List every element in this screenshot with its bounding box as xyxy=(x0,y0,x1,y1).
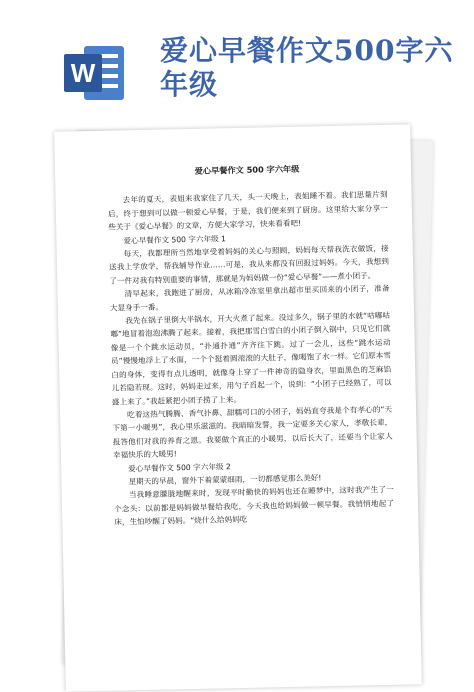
document-title: 爱心早餐作文 500 字六年级 xyxy=(194,163,300,176)
document-preview xyxy=(60,128,420,669)
paragraph: 当我睡意朦胧地醒来时，发现平时勤快的妈妈也还在睡梦中，这时我产生了一个念头：以前都是妈妈做早餐给我吃，今天我也给妈妈做一顿早餐。我悄悄地起了床，生怕吵醒了妈妈。“烧什么给妈妈吃 xyxy=(113,485,395,527)
word-document-icon xyxy=(62,40,128,106)
section-heading: 爱心早餐作文 500 字六年级 1 xyxy=(123,233,227,245)
paragraph: 清早起来，我跑进了厨房，从冰箱冷冻室里拿出超市里买回来的小团子，准备大显身手一番。 xyxy=(109,284,390,313)
paragraph: 我先在锅子里倒大半锅水，开大火煮了起来。没过多久，锅子里的水就“咕嘟咕嘟”地冒着泡泡沸腾了起来。接着，我把那雪白雪白的小团子倒入锅中，只见它们就像是一个个跳水运动员，“扑通扑通”齐齐往下跳。过了一会儿，这些“跳水运动员”慢慢地浮上了水面，一个个挺着圆滚滚的大肚子，像喝饱了水一样。它们原本雪白的身体，变得有点儿透明，就像身上穿了一件神奇的隐身衣，里面黑色的芝麻馅儿若隐若现。这时，妈妈走过来，用勺子舀起一个，说到：“小团子已经熟了，可以盛上来了。”我赶紧把小团子捞了上来。 xyxy=(110,310,392,407)
paragraph: 每天，我都理所当然地享受着妈妈的关心与照顾，妈妈每天帮我洗衣做饭，接送我上学放学，帮我辅导作业……可是，我从来都没有回报过妈妈。今天，我想到了一件对我有特别重要的事情，那就是为妈妈做一份“爱心早餐”——煮小团子。 xyxy=(108,243,390,286)
document-body xyxy=(107,161,395,529)
banner-title: 爱心早餐作文500字六年级 xyxy=(160,34,454,101)
section-heading: 爱心早餐作文 500 字六年级 2 xyxy=(128,461,231,473)
document-content xyxy=(107,188,394,529)
paragraph: 星期天的早晨，窗外下着蒙蒙细雨，一切都感觉那么美好! xyxy=(128,473,322,487)
word-icon-letter: W xyxy=(70,58,96,88)
paragraph: 吃着这热气腾腾、香气扑鼻、甜糯可口的小团子，妈妈直夸我是个有孝心的“天下第一小暖男”，我心里乐滋滋的。我暗暗发誓，我一定要多关心家人，孝敬长辈，报答他们对我的养育之恩。我要做个真正的小暖男，以后长大了，还要当个让家人幸福快乐的大暖男! xyxy=(112,404,393,460)
front-sheet xyxy=(54,124,422,691)
banner xyxy=(0,0,474,118)
paragraph: 去年的夏天，表姐来我家住了几天，头一天晚上，表姐睡不着。我们思量片刻后，终于想到可以做一顿爱心早餐，于是，我们便来到了厨房。这里给大家分享一些关于《爱心早餐》的文章，方便大家学习，快来看看吧! xyxy=(107,190,388,232)
